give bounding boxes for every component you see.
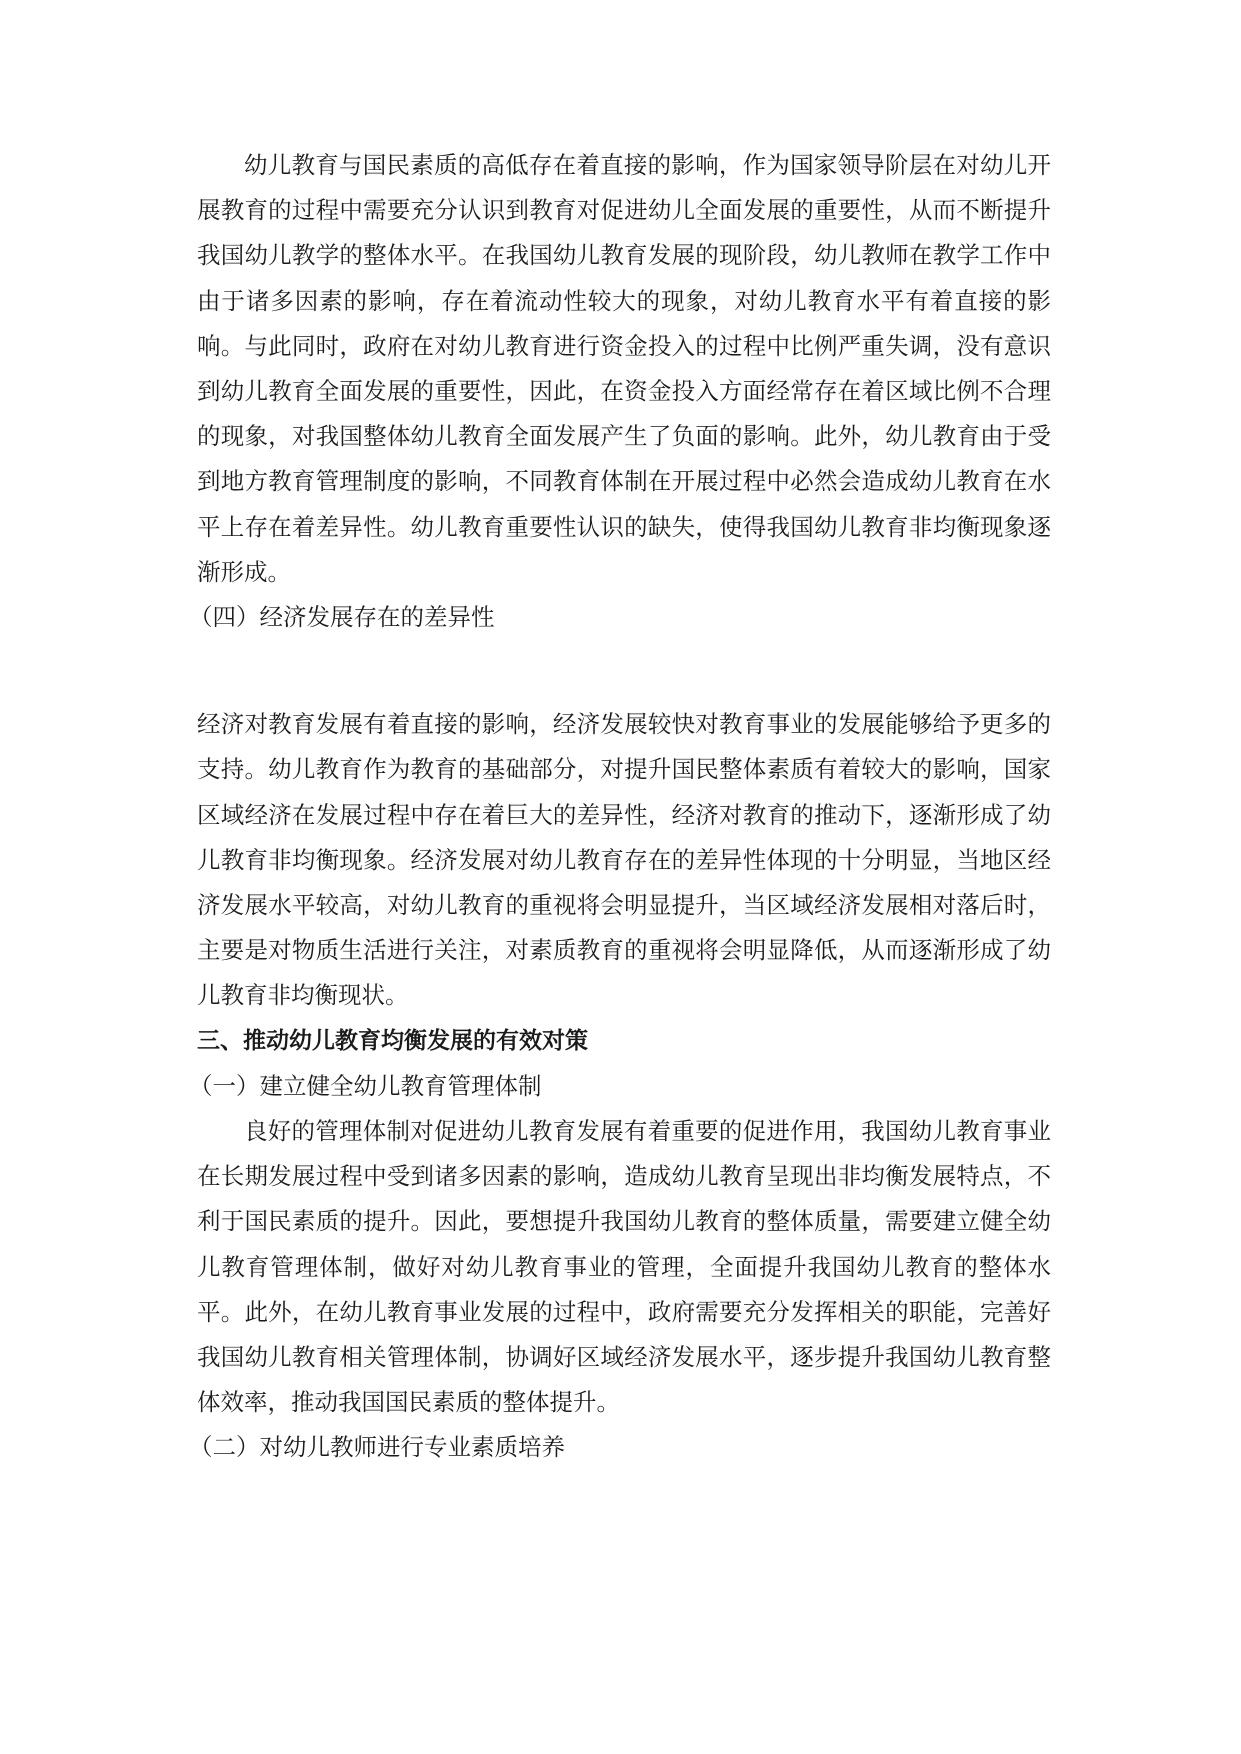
paragraph-economic-influence: 经济对教育发展有着直接的影响，经济发展较快对教育事业的发展能够给予更多的支持。幼儿教育作为教育的基础部分，对提升国民整体素质有着较大的影响，国家区域经济在发展过程中存在着巨大的差异性，经济对教育的推动下，逐渐形成了幼儿教育非均衡现象。经济发展对幼儿教育存在的差异性体现的十分明显，当地区经济发展水平较高，对幼儿教育的重视将会明显提升，当区域经济发展相对落后时，主要是对物质生活进行关注，对素质教育的重视将会明显降低，从而逐渐形成了幼儿教育非均衡现状。 [197,710,1051,1010]
paragraph-management-system: 良好的管理体制对促进幼儿教育发展有着重要的促进作用，我国幼儿教育事业在长期发展过程中受到诸多因素的影响，造成幼儿教育呈现出非均衡发展特点，不利于国民素质的提升。因此，要想提升我国幼儿教育的整体质量，需要建立健全幼儿教育管理体制，做好对幼儿教育事业的管理，全面提升我国幼儿教育的整体水平。此外，在幼儿教育事业发展的过程中，政府需要充分发挥相关的职能，完善好我国幼儿教育相关管理体制，协调好区域经济发展水平，逐步提升我国幼儿教育整体效率，推动我国国民素质的整体提升。 [197,1117,1051,1417]
paragraph-education-awareness: 幼儿教育与国民素质的高低存在着直接的影响，作为国家领导阶层在对幼儿开展教育的过程中需要充分认识到教育对促进幼儿全面发展的重要性，从而不断提升我国幼儿教学的整体水平。在我国幼儿教育发展的现阶段，幼儿教师在教学工作中由于诸多因素的影响，存在着流动性较大的现象，对幼儿教育水平有着直接的影响。与此同时，政府在对幼儿教育进行资金投入的过程中比例严重失调，没有意识到幼儿教育全面发展的重要性，因此，在资金投入方面经常存在着区域比例不合理的现象，对我国整体幼儿教育全面发展产生了负面的影响。此外，幼儿教育由于受到地方教育管理制度的影响，不同教育体制在开展过程中必然会造成幼儿教育在水平上存在着差异性。幼儿教育重要性认识的缺失，使得我国幼儿教育非均衡现象逐渐形成。 [197,151,1051,586]
subheading-economic-difference: （四）经济发展存在的差异性 [189,603,495,632]
subheading-management-system: （一）建立健全幼儿教育管理体制 [189,1071,542,1100]
section-heading-countermeasures: 三、推动幼儿教育均衡发展的有效对策 [197,1027,588,1054]
subheading-teacher-training: （二）对幼儿教师进行专业素质培养 [189,1433,565,1462]
document-body [189,143,1051,1471]
spacer [197,640,1051,702]
